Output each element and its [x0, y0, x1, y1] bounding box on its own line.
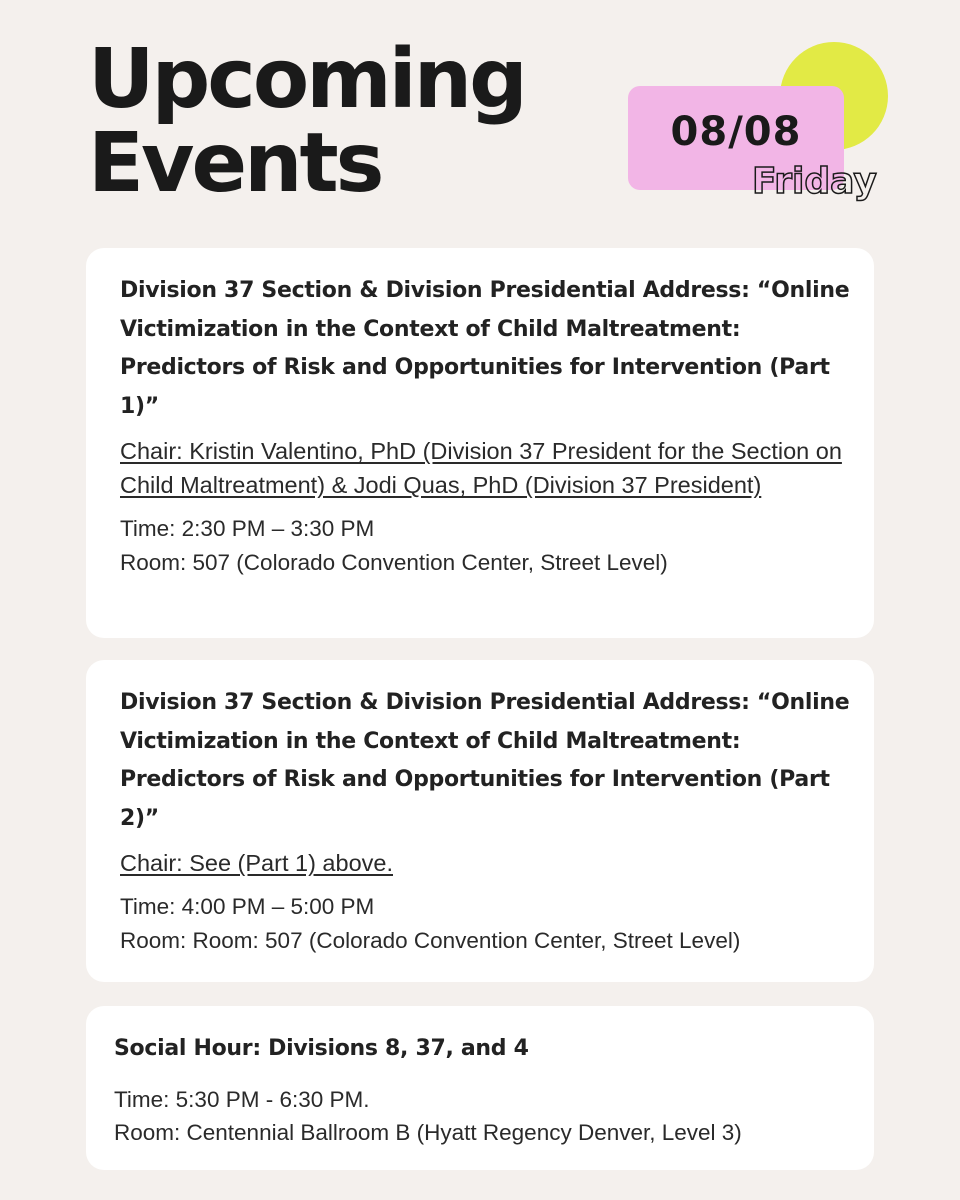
event-room: Room: Room: 507 (Colorado Convention Center, Street Level)	[120, 927, 741, 953]
event-time: Time: 2:30 PM – 3:30 PM	[120, 516, 375, 541]
event-details	[120, 512, 854, 579]
event-details	[114, 1083, 854, 1150]
event-card-1	[86, 248, 874, 638]
page-title-line-2: Events	[88, 116, 382, 211]
date-label: 08/08	[670, 109, 802, 155]
event-room: Room: Centennial Ballroom B (Hyatt Regency Denver, Level 3)	[114, 1120, 742, 1145]
event-title: Division 37 Section & Division Presidential Address: “Online Victimization in the Context of Child Maltreatment: Predictors of Risk and Opportunities for Intervention (Part 1)”	[120, 278, 850, 419]
page-title-line-1: Upcoming	[88, 32, 525, 127]
event-time: Time: 5:30 PM - 6:30 PM.	[114, 1086, 370, 1112]
event-title: Division 37 Section & Division Presidential Address: “Online Victimization in the Context of Child Maltreatment: Predictors of Risk and Opportunities for Intervention (Part 2)”	[120, 690, 850, 831]
page-title	[88, 32, 525, 211]
event-time: Time: 4:00 PM – 5:00 PM	[120, 894, 375, 919]
event-room: Room: 507 (Colorado Convention Center, Street Level)	[120, 549, 668, 575]
event-card-2	[86, 660, 874, 982]
event-card-3	[86, 1006, 874, 1170]
event-chair-link[interactable]: Chair: Kristin Valentino, PhD (Division 37 President for the Section on Child Maltreatment) & Jodi Quas, PhD (Division 37 President)	[120, 438, 842, 498]
event-chair-link[interactable]: Chair: See (Part 1) above.	[120, 850, 393, 876]
event-details	[120, 890, 854, 957]
event-title: Social Hour: Divisions 8, 37, and 4	[114, 1036, 529, 1061]
day-label: Friday	[752, 161, 877, 202]
